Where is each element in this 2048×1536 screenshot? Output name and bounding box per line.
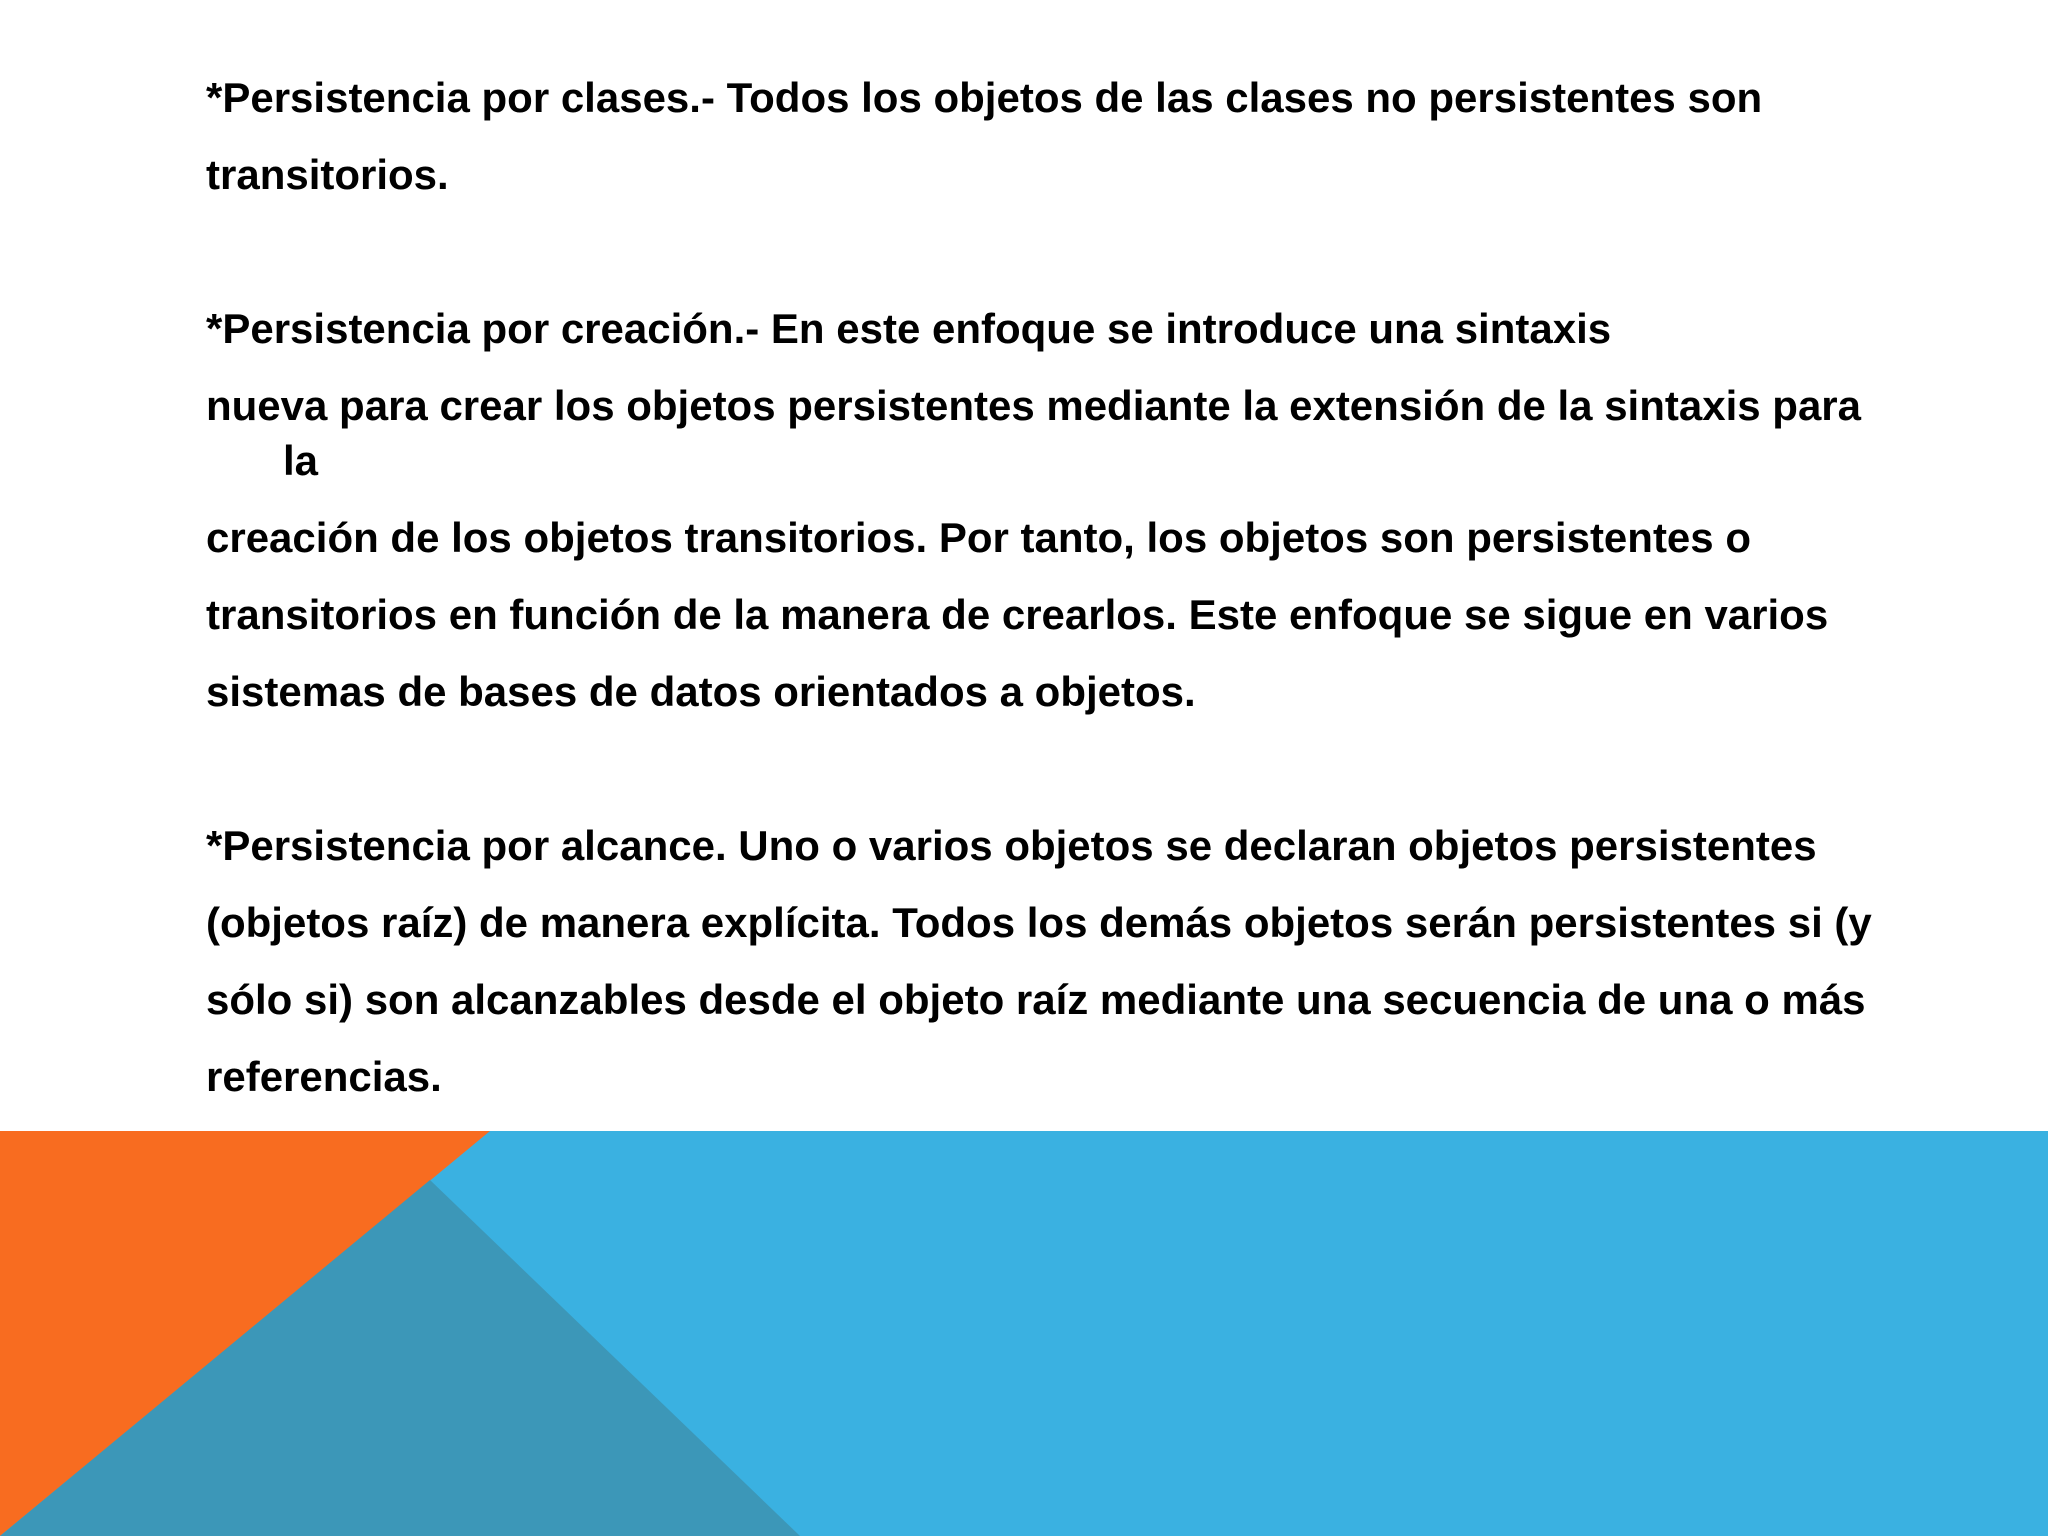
slide-body-text bbox=[206, 70, 1906, 1126]
paragraph-alcance-4: referencias. bbox=[206, 1053, 442, 1100]
paragraph-creacion-5: sistemas de bases de datos orientados a objetos. bbox=[206, 668, 1196, 715]
paragraph-clases-2: transitorios. bbox=[206, 151, 449, 198]
paragraph-alcance-3: sólo si) son alcanzables desde el objeto raíz mediante una secuencia de una o más bbox=[206, 976, 1866, 1023]
section-gap bbox=[206, 741, 1906, 818]
paragraph-creacion-1: *Persistencia por creación.- En este enfoque se introduce una sintaxis bbox=[206, 305, 1612, 352]
paragraph-clases-1: *Persistencia por clases.- Todos los objetos de las clases no persistentes son bbox=[206, 74, 1763, 121]
paragraph-creacion-2: nueva para crear los objetos persistentes mediante la extensión de la sintaxis para la bbox=[206, 382, 1862, 484]
paragraph-alcance-2: (objetos raíz) de manera explícita. Todos los demás objetos serán persistentes si (y bbox=[206, 899, 1872, 946]
paragraph-alcance-1: *Persistencia por alcance. Uno o varios objetos se declaran objetos persistentes bbox=[206, 822, 1817, 869]
paragraph-creacion-4: transitorios en función de la manera de crearlos. Este enfoque se sigue en varios bbox=[206, 591, 1829, 638]
section-gap bbox=[206, 224, 1906, 301]
paragraph-creacion-3: creación de los objetos transitorios. Por tanto, los objetos son persistentes o bbox=[206, 514, 1751, 561]
